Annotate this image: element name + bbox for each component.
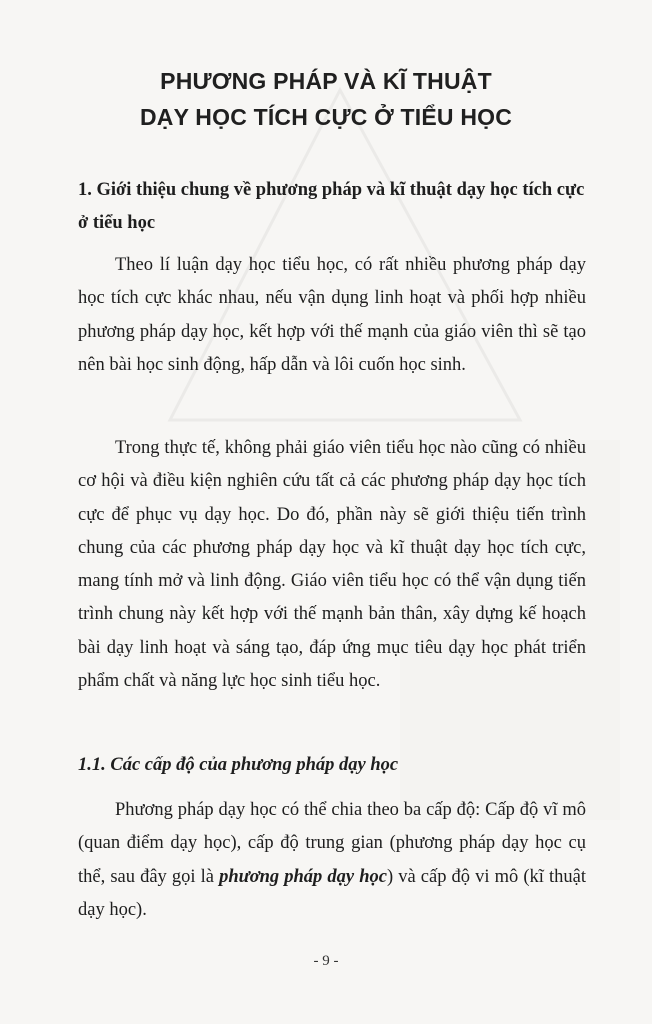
page-number: - 9 - [313, 953, 339, 969]
paragraph-1: Theo lí luận dạy học tiểu học, có rất nhiều phương pháp dạy học tích cực khác nhau, nếu vận dụng linh hoạt và phối hợp nhiều phương pháp dạy học, kết hợp với thế mạnh của giáo viên thì sẽ tạo nên bài học sinh động, hấp dẫn và lôi cuốn học sinh. [78, 255, 586, 375]
paragraph-2: Trong thực tế, không phải giáo viên tiểu học nào cũng có nhiều cơ hội và điều kiện nghiên cứu tất cả các phương pháp dạy học tích cực để phục vụ dạy học. Do đó, phần này sẽ giới thiệu tiến trình chung của các phương pháp dạy học và kĩ thuật dạy học tích cực, mang tính mở và linh động. Giáo viên tiểu học có thể vận dụng tiến trình chung này kết hợp với thế mạnh bản thân, xây dựng kế hoạch bài dạy linh hoạt và sáng tạo, đáp ứng mục tiêu dạy học phát triển phẩm chất và năng lực học sinh tiểu học. [78, 438, 586, 692]
title-line-1: PHƯƠNG PHÁP VÀ KĨ THUẬT [160, 68, 492, 94]
title-line-2: DẠY HỌC TÍCH CỰC Ở TIỂU HỌC [139, 104, 513, 130]
paragraph-3-emphasis: phương pháp dạy học [219, 866, 387, 887]
paragraph-3-part-1: Phương pháp dạy học có thể chia theo ba cấp độ: Cấp độ vĩ mô (quan điểm dạy học), cấp độ trung gian (phương pháp dạy học cụ thể, sau đây gọi là [78, 800, 586, 887]
section-heading: 1. Giới thiệu chung về phương pháp và kĩ thuật dạy học tích cực ở tiểu học [78, 180, 585, 233]
subsection-heading: 1.1. Các cấp độ của phương pháp dạy học [78, 755, 399, 775]
paragraph-3-part-2: ) và cấp độ vi mô (kĩ thuật dạy học). [78, 866, 587, 920]
paragraph-3 [78, 794, 586, 927]
